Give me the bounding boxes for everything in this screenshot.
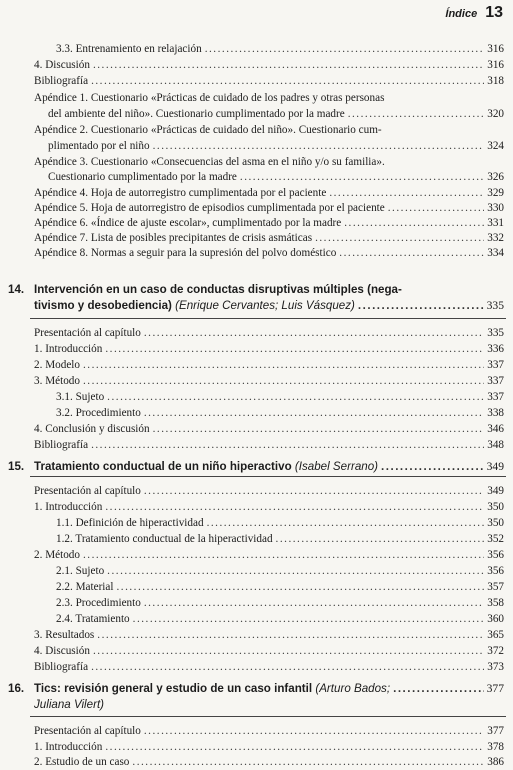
chapter-number: 14.: [8, 283, 25, 296]
index-heading: Índice: [445, 8, 478, 20]
toc-entry: [34, 422, 504, 437]
toc-entry: [56, 42, 504, 57]
chapter-heading: [8, 282, 504, 297]
toc-entry-label: Presentación al capítulo: [34, 327, 141, 339]
dot-leader: [144, 326, 484, 341]
toc-entry: [56, 612, 504, 627]
chapter-title-text: Tics: revisión general y estudio de un caso infantil: [34, 682, 313, 695]
toc-entry-page: 350: [487, 501, 504, 513]
dot-leader: [276, 532, 485, 547]
toc-entry-label: Presentación al capítulo: [34, 485, 141, 497]
toc-entry-label: Presentación al capítulo: [34, 725, 141, 737]
toc-entry-label: Apéndice 3. Cuestionario «Consecuencias del asma en el niño y/o su familia».: [34, 156, 385, 168]
toc-entry: [34, 155, 504, 170]
dot-leader: [358, 298, 484, 313]
toc-entry: [48, 139, 504, 154]
toc-entry-label: 1. Introducción: [34, 501, 103, 513]
toc-entry: [34, 216, 504, 231]
toc-entry-label: Apéndice 2. Cuestionario «Prácticas de cuidado del niño». Cuestionario cum-: [34, 124, 382, 136]
chapter-page: 377: [486, 682, 504, 695]
toc-entry: [34, 755, 504, 770]
toc-entry-label: Bibliografía: [34, 439, 89, 451]
toc-entry: [34, 548, 504, 563]
toc-entry: [34, 644, 504, 659]
toc-entry-page: 324: [487, 140, 504, 152]
dot-leader: [381, 459, 484, 474]
dot-leader: [105, 740, 484, 755]
toc-entry-label: 2.1. Sujeto: [56, 565, 105, 577]
toc-entry-page: 378: [487, 741, 504, 753]
toc-entry: [34, 231, 504, 246]
toc-entry: [56, 516, 504, 531]
chapter-title: [8, 282, 402, 297]
chapter-title: [8, 298, 355, 313]
dot-leader: [132, 755, 484, 770]
toc-entry: [34, 438, 504, 453]
dot-leader: [144, 484, 484, 499]
toc-entry-page: 357: [487, 581, 504, 593]
dot-leader: [91, 438, 484, 453]
toc-entry-label: 2. Estudio de un caso: [34, 756, 130, 768]
toc-entry-label: Bibliografía: [34, 75, 89, 87]
dot-leader: [344, 216, 484, 231]
dot-leader: [93, 644, 484, 659]
toc-entry: [56, 580, 504, 595]
toc-entry-label: 3.3. Entrenamiento en relajación: [56, 43, 202, 55]
toc-entry: [34, 123, 504, 138]
toc-entry: [34, 358, 504, 373]
dot-leader: [393, 681, 484, 696]
dot-leader: [339, 246, 484, 261]
toc-entry-label: Apéndice 8. Normas a seguir para la supresión del polvo doméstico: [34, 247, 337, 259]
toc-entry: [56, 390, 504, 405]
toc-entry-label: 2. Modelo: [34, 359, 80, 371]
toc-entry-label: 1.1. Definición de hiperactividad: [56, 517, 204, 529]
chapter-heading: [8, 681, 504, 696]
toc-entry-label: 4. Conclusión y discusión: [34, 423, 150, 435]
toc-entry-page: 326: [487, 171, 504, 183]
toc-entry-label: Cuestionario cumplimentado por la madre: [48, 171, 237, 183]
toc-entry-label: 4. Discusión: [34, 645, 90, 657]
chapter-heading: [8, 459, 504, 474]
chapter-title: [8, 681, 390, 696]
page-number: 13: [485, 4, 503, 21]
toc-entry: [56, 596, 504, 611]
dot-leader: [107, 564, 484, 579]
divider-rule: [30, 716, 506, 717]
toc-entry-page: 386: [487, 756, 504, 768]
toc-entry-page: 352: [487, 533, 504, 545]
toc-entry-label: Apéndice 4. Hoja de autorregistro cumplimentada por el paciente: [34, 187, 327, 199]
toc-entry: [34, 740, 504, 755]
chapter-title: [8, 697, 104, 712]
toc-entry-page: 334: [487, 247, 504, 259]
toc-entry: [34, 201, 504, 216]
dot-leader: [207, 516, 485, 531]
dot-leader: [153, 139, 485, 154]
toc-entry-page: 337: [487, 359, 504, 371]
dot-leader: [91, 660, 484, 675]
chapter-number: 15.: [8, 460, 25, 473]
dot-leader: [107, 390, 484, 405]
toc-entry: [56, 564, 504, 579]
chapter-page: 335: [486, 299, 504, 312]
dot-leader: [93, 58, 484, 73]
toc-entry-label: 4. Discusión: [34, 59, 90, 71]
toc-entry-page: 358: [487, 597, 504, 609]
dot-leader: [105, 500, 484, 515]
toc-entry: [34, 484, 504, 499]
chapter-page: 349: [486, 460, 504, 473]
dot-leader: [83, 548, 484, 563]
toc-entry-page: 356: [487, 565, 504, 577]
toc-entry-label: Apéndice 6. «Índice de ajuste escolar», cumplimentado por la madre: [34, 217, 342, 229]
toc-entry: [34, 246, 504, 261]
toc-entry-label: 1.2. Tratamiento conductual de la hiperactividad: [56, 533, 273, 545]
toc-entry: [34, 186, 504, 201]
toc-entry-label: plimentado por el niño: [48, 140, 150, 152]
toc-entry-page: 356: [487, 549, 504, 561]
toc-entry-page: 316: [487, 43, 504, 55]
chapter-authors: (Arturo Bados;: [312, 682, 391, 695]
dot-leader: [315, 231, 484, 246]
toc-entry-label: 3.1. Sujeto: [56, 391, 105, 403]
toc-entry: [56, 532, 504, 547]
divider-rule: [30, 318, 506, 319]
dot-leader: [83, 374, 484, 389]
dot-leader: [144, 406, 484, 421]
toc-entry-label: Bibliografía: [34, 661, 89, 673]
dot-leader: [153, 422, 485, 437]
toc-entry: [34, 660, 504, 675]
chapter-authors: (Isabel Serrano): [291, 460, 379, 473]
toc-entry: [34, 342, 504, 357]
dot-leader: [144, 596, 484, 611]
toc-entry-page: 330: [487, 202, 504, 214]
toc-entry-label: Apéndice 1. Cuestionario «Prácticas de cuidado de los padres y otras personas: [34, 92, 385, 104]
toc-entry-label: Apéndice 5. Hoja de autorregistro de episodios cumplimentada por el paciente: [34, 202, 385, 214]
toc-entry-page: 316: [487, 59, 504, 71]
toc-entry-page: 318: [487, 75, 504, 87]
toc-entry: [34, 58, 504, 73]
toc-entry-page: 373: [487, 661, 504, 673]
toc-entry-page: 336: [487, 343, 504, 355]
toc-entry-page: 331: [487, 217, 504, 229]
chapter-authors: (Enrique Cervantes; Luis Vásquez): [171, 299, 355, 312]
toc-entry: [34, 500, 504, 515]
toc-entry-page: 348: [487, 439, 504, 451]
dot-leader: [133, 612, 485, 627]
toc-entry-label: Apéndice 7. Lista de posibles precipitantes de crisis asmáticas: [34, 232, 313, 244]
chapter-title-text: Intervención en un caso de conductas disruptivas múltiples (nega-: [34, 283, 402, 296]
chapter-number: 16.: [8, 682, 25, 695]
dot-leader: [388, 201, 484, 216]
divider-rule: [30, 476, 506, 477]
toc-entry-page: 329: [487, 187, 504, 199]
toc-entry-label: 2.2. Material: [56, 581, 114, 593]
chapter-authors: Juliana Vilert): [34, 698, 105, 711]
dot-leader: [348, 107, 485, 122]
toc-entry: [34, 374, 504, 389]
dot-leader: [329, 186, 484, 201]
toc-entry: [48, 107, 504, 122]
toc-entry-page: 332: [487, 232, 504, 244]
toc-entry-page: 349: [487, 485, 504, 497]
toc-entry-label: 2.3. Procedimiento: [56, 597, 141, 609]
dot-leader: [97, 628, 484, 643]
toc-entry: [34, 628, 504, 643]
toc-entry-page: 337: [487, 391, 504, 403]
chapter-heading: [8, 298, 504, 313]
chapter-heading: [8, 697, 504, 712]
toc-entry-page: 338: [487, 407, 504, 419]
toc-entry-label: del ambiente del niño». Cuestionario cumplimentado por la madre: [48, 108, 345, 120]
dot-leader: [144, 724, 484, 739]
toc-entry-page: 377: [487, 725, 504, 737]
toc-entry: [34, 326, 504, 341]
toc-entry-label: 2.4. Tratamiento: [56, 613, 130, 625]
toc-entry: [56, 406, 504, 421]
toc-entry-label: 3. Resultados: [34, 629, 95, 641]
toc-entry-page: 365: [487, 629, 504, 641]
dot-leader: [105, 342, 484, 357]
toc-entry-page: 337: [487, 375, 504, 387]
toc-entry-page: 346: [487, 423, 504, 435]
toc-entry-page: 335: [487, 327, 504, 339]
dot-leader: [240, 170, 484, 185]
toc-entry-page: 360: [487, 613, 504, 625]
toc-entry: [34, 724, 504, 739]
dot-leader: [116, 580, 484, 595]
chapter-title: [8, 459, 378, 474]
toc-entry: [34, 74, 504, 89]
toc-entry: [34, 91, 504, 106]
toc-entry-label: 3.2. Procedimiento: [56, 407, 141, 419]
toc-entry-page: 350: [487, 517, 504, 529]
toc-entry-label: 2. Método: [34, 549, 80, 561]
dot-leader: [205, 42, 485, 57]
toc-entry-page: 320: [487, 108, 504, 120]
toc-entry-label: 1. Introducción: [34, 343, 103, 355]
chapter-title-text: tivismo y desobediencia): [34, 299, 172, 312]
dot-leader: [91, 74, 484, 89]
toc-entry-label: 1. Introducción: [34, 741, 103, 753]
toc-entry-label: 3. Método: [34, 375, 80, 387]
chapter-title-text: Tratamiento conductual de un niño hiperactivo: [34, 460, 292, 473]
toc-entry-page: 372: [487, 645, 504, 657]
toc-entry: [48, 170, 504, 185]
dot-leader: [83, 358, 484, 373]
